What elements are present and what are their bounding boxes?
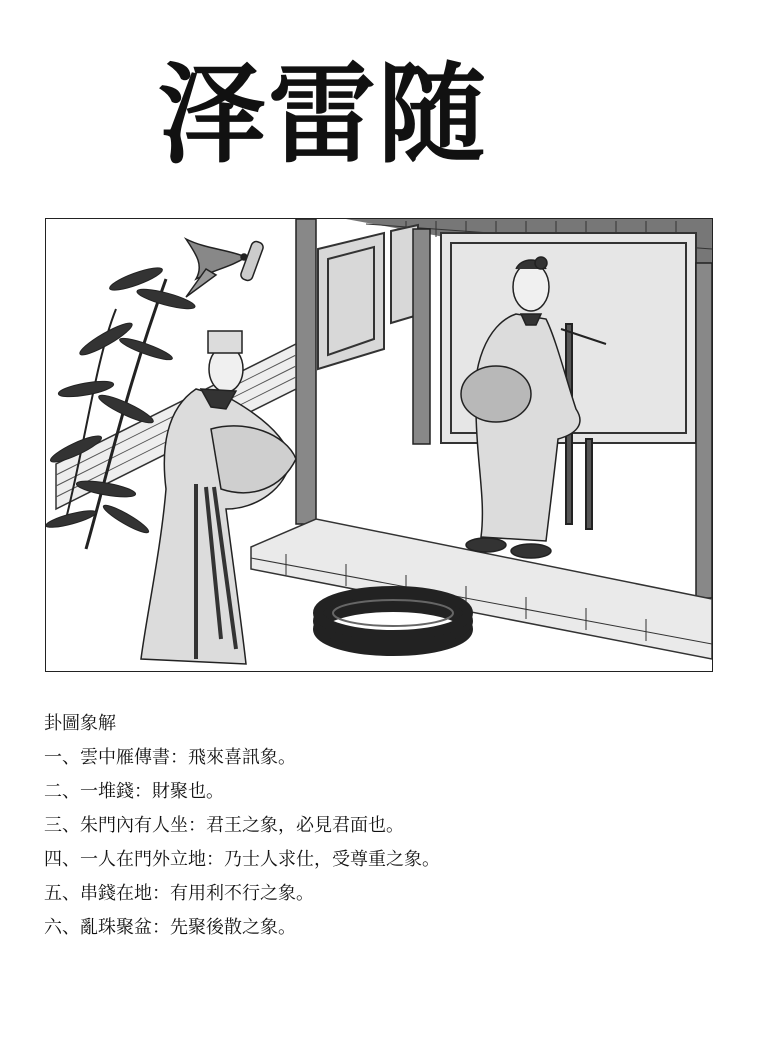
legend-item-4: 四、一人在門外立地：乃士人求仕，受尊重之象。 — [44, 849, 440, 870]
legend-item-2: 二、一堆錢：財聚也。 — [44, 781, 224, 802]
legend-item-1: 一、雲中雁傳書：飛來喜訊象。 — [44, 747, 296, 768]
coin-string — [318, 591, 468, 651]
hexagram-title: 泽雷随 — [158, 53, 489, 178]
legend-heading: 卦圖象解 — [44, 713, 116, 734]
legend-item-5: 五、串錢在地：有用利不行之象。 — [44, 883, 314, 904]
bird-with-letter — [186, 239, 264, 297]
legend-item-3: 三、朱門內有人坐：君王之象，必見君面也。 — [44, 815, 404, 836]
legend-item-6: 六、亂珠聚盆：先聚後散之象。 — [44, 917, 296, 938]
hexagram-interpretation — [44, 712, 440, 950]
legend-list — [44, 746, 440, 950]
hexagram-illustration — [45, 218, 713, 672]
